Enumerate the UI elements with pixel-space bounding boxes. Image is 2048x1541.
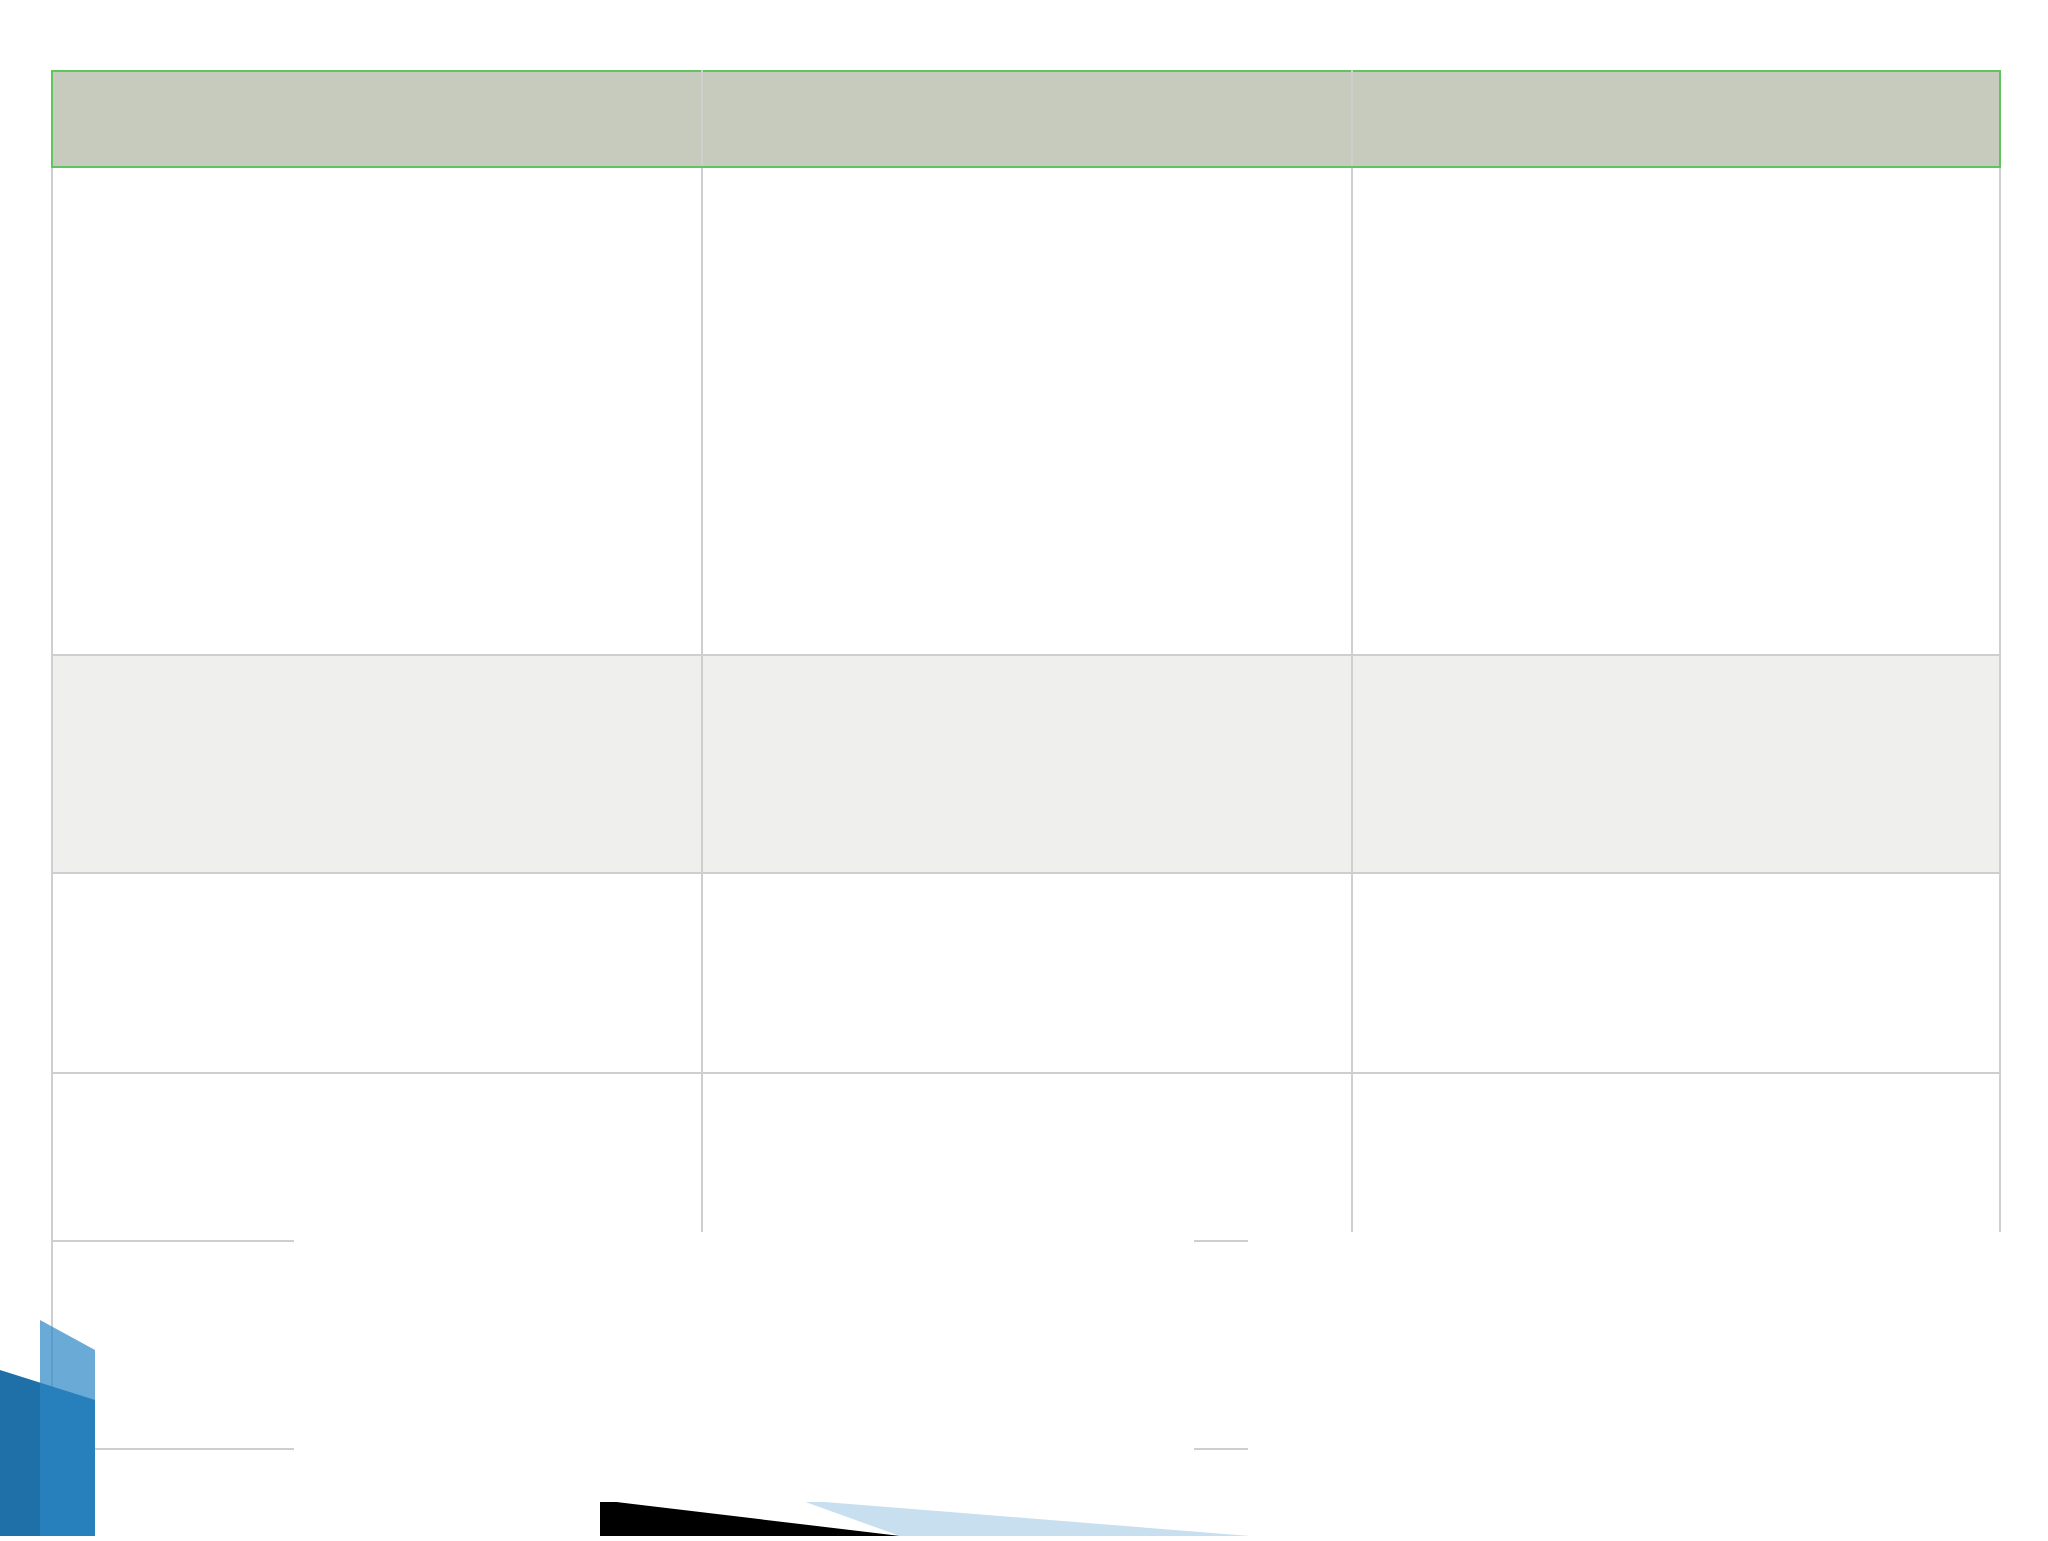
cell-linear-worst [702,167,1352,655]
cell-linear-code [702,1073,1352,1241]
binary-search-svg [1248,1232,2048,1536]
header-basis [52,71,702,167]
header-row [52,71,2000,167]
linear-search-svg [294,1232,1194,1502]
row-worst-case [52,167,2000,655]
cell-linear-best [702,655,1352,873]
cell-binary-dim [1352,873,2000,1073]
cell-linear-dim [702,873,1352,1073]
black-stripe-shape [600,1500,900,1536]
cell-binary-code [1352,1073,2000,1241]
row-dimensional-array [52,873,2000,1073]
row-label-dim [52,873,702,1073]
row-label-code [52,1073,702,1241]
header-linear [702,71,1352,167]
linear-search-diagram [294,1232,1194,1502]
cell-binary-worst [1352,167,2000,655]
binary-search-diagram [1248,1232,2048,1536]
header-binary [1352,71,2000,167]
row-label-worst [52,167,702,655]
row-code [52,1073,2000,1241]
cell-binary-best [1352,655,2000,873]
row-label-best [52,655,702,873]
row-best-case [52,655,2000,873]
